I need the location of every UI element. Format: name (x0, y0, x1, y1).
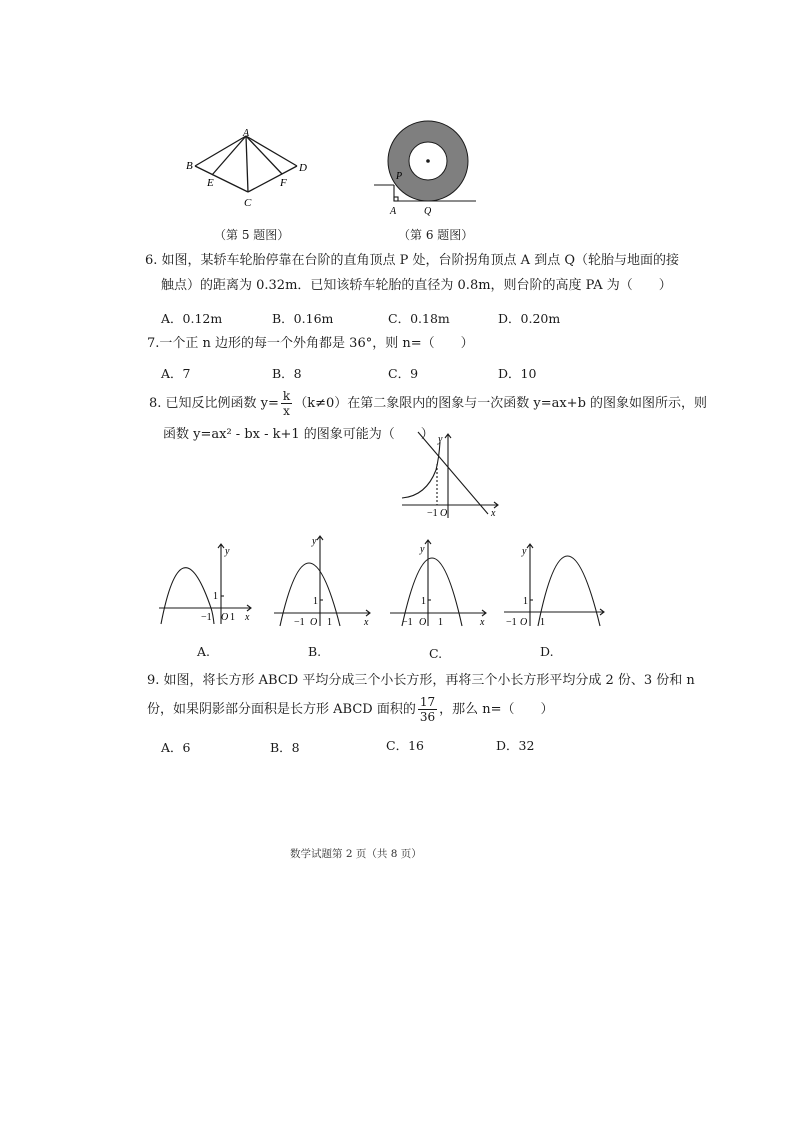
q8c-one-label: 1 (421, 596, 426, 607)
q8b-one-x-label: 1 (327, 617, 332, 628)
q8-option-c-letter: C. (429, 646, 443, 661)
figure-5-diagram (180, 128, 315, 210)
q8b-one-label: 1 (313, 596, 318, 607)
q8c-y-label: y (420, 544, 425, 555)
q7-option-b: B．8 (272, 366, 302, 381)
figure-5-caption: （第 5 题图） (214, 228, 290, 242)
q7-option-d: D．10 (498, 366, 537, 381)
q6-option-c: C．0.18m (388, 311, 450, 326)
q7-option-a: A．7 (161, 366, 191, 381)
q8c-origin-label: O (419, 617, 427, 628)
q8-line1-part1: 8. 已知反比例函数 y= (149, 396, 279, 411)
q6-line1: 6. 如图，某轿车轮胎停靠在台阶的直角顶点 P 处，台阶拐角顶点 A 到点 Q（轮胎与地面的接 (145, 253, 679, 268)
q8c-one-x-label: 1 (438, 617, 443, 628)
q8b-origin-label: O (310, 617, 318, 628)
fig5-label-f: F (280, 177, 287, 189)
q8c-neg1-label: −1 (402, 617, 413, 628)
q8-option-b-graph (270, 530, 375, 628)
q9-fraction-denominator: 36 (419, 710, 436, 724)
q9-option-a: A．6 (161, 740, 191, 755)
q8a-one-x-label: 1 (230, 612, 235, 623)
q9-option-c: C．16 (386, 738, 424, 753)
q8c-x-label: x (480, 617, 485, 628)
q9-line2-part1: 份，如果阴影部分面积是长方形 ABCD 面积的 (147, 702, 416, 717)
page-footer: 数学试题第 2 页（共 8 页） (290, 848, 422, 860)
q8-option-d-graph (500, 540, 610, 628)
q8-reference-graph (396, 430, 506, 522)
q8a-one-label: 1 (213, 591, 218, 602)
q9-option-d: D．32 (496, 738, 535, 753)
q8-line2: 函数 y=ax² - bx - k+1 的图象可能为（ ） (163, 427, 434, 442)
q6-option-a: A．0.12m (161, 311, 223, 326)
q7-option-c: C．9 (388, 366, 419, 381)
q8-fraction (281, 390, 292, 417)
q9-line1: 9. 如图，将长方形 ABCD 平均分成三个小长方形，再将三个小长方形平均分成 2 份、3 份和 n (147, 673, 695, 688)
q8d-origin-label: O (520, 617, 528, 628)
q8-ref-y-label: y (438, 434, 443, 445)
q8-ref-origin-label: O (440, 508, 448, 519)
q8-line1 (149, 390, 707, 417)
q8a-neg1-label: −1 (201, 612, 212, 623)
q8-fraction-numerator: k (282, 389, 291, 403)
fig5-label-d: D (299, 162, 307, 174)
q8a-y-label: y (225, 546, 230, 557)
fig5-label-b: B (186, 160, 193, 172)
fig6-label-q: Q (424, 206, 432, 217)
q8-line1-part2: （k≠0）在第二象限内的图象与一次函数 y=ax+b 的图象如图所示，则 (294, 396, 708, 411)
figure-6-caption: （第 6 题图） (398, 228, 474, 242)
q9-fraction-numerator: 17 (419, 695, 436, 709)
q6-line2: 触点）的距离为 0.32m．已知该轿车轮胎的直径为 0.8m，则台阶的高度 PA 为（ ） (161, 278, 672, 293)
q9-option-b: B．8 (270, 740, 300, 755)
q8-option-b-letter: B. (308, 644, 322, 659)
fig5-label-e: E (207, 177, 214, 189)
q8-fraction-denominator: x (283, 404, 290, 418)
fig5-label-c: C (244, 197, 252, 209)
q8-option-c-graph (386, 534, 491, 628)
q8b-y-label: y (312, 536, 317, 547)
q8d-neg1-label: −1 (506, 617, 517, 628)
q8-option-a-graph (155, 540, 257, 628)
q9-line2 (147, 696, 554, 723)
q9-fraction (418, 696, 437, 723)
fig5-label-a: A (243, 128, 250, 139)
q8a-x-label: x (245, 612, 250, 623)
q8b-x-label: x (364, 617, 369, 628)
q8a-origin-label: O (221, 612, 229, 623)
q6-option-b: B．0.16m (272, 311, 334, 326)
q8-ref-neg1-label: −1 (427, 508, 438, 519)
q8d-one-label: 1 (523, 596, 528, 607)
q7-text: 7.一个正 n 边形的每一个外角都是 36°，则 n=（ ） (147, 336, 474, 351)
q8b-neg1-label: −1 (294, 617, 305, 628)
q8-option-d-letter: D. (540, 644, 554, 659)
q8d-one-x-label: 1 (540, 617, 545, 628)
q9-line2-part2: ，那么 n=（ ） (439, 702, 554, 717)
fig6-label-p: P (396, 171, 403, 182)
q8d-y-label: y (522, 546, 527, 557)
figure-6-diagram (372, 120, 482, 220)
q6-option-d: D．0.20m (498, 311, 561, 326)
q8-ref-x-label: x (491, 508, 496, 519)
fig6-label-a: A (390, 206, 397, 217)
q8-option-a-letter: A. (197, 644, 211, 659)
